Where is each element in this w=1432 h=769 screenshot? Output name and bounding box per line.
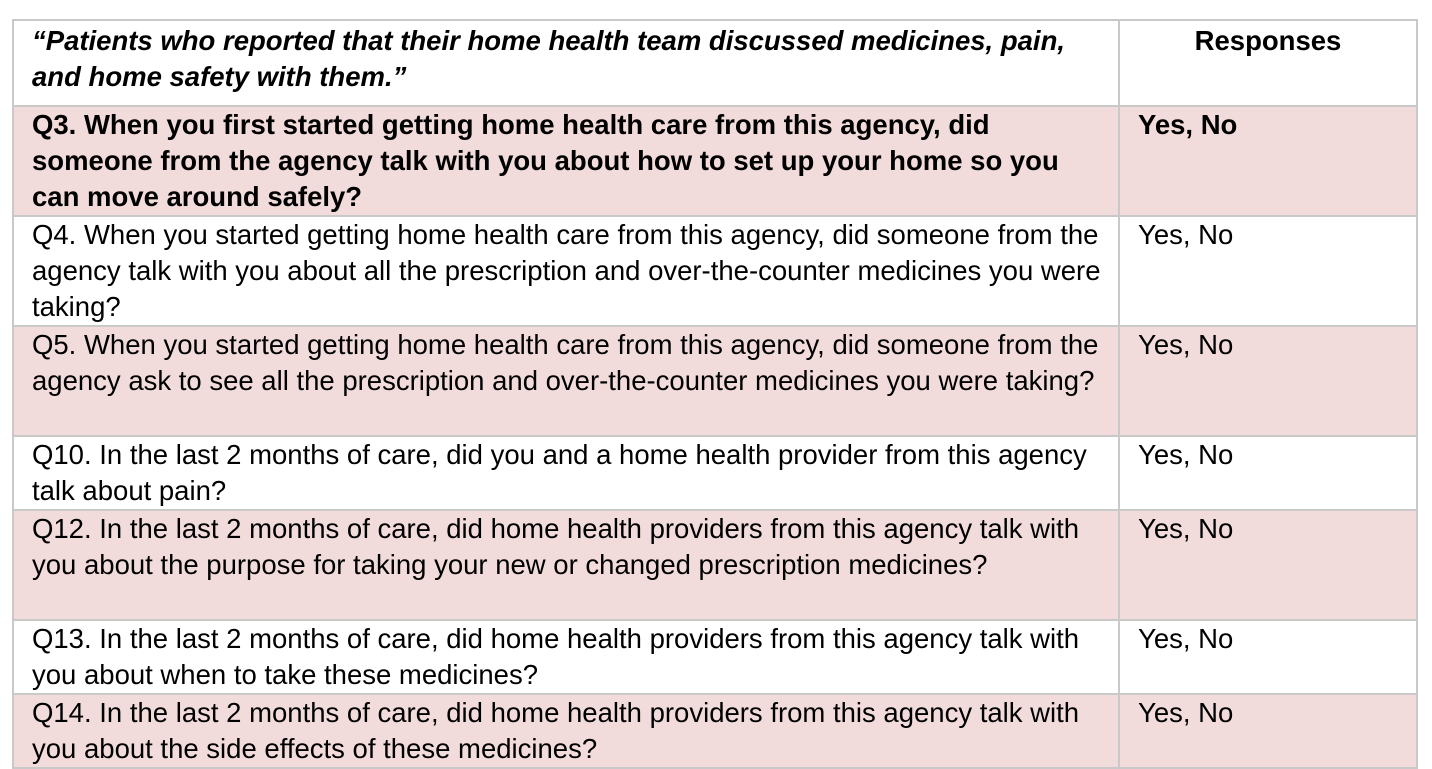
header-question-cell: “Patients who reported that their home health team discussed medicines, pain, and home safety with them.” <box>13 20 1119 106</box>
table-row <box>13 436 1417 510</box>
responses-cell: Yes, No <box>1119 216 1417 326</box>
table-row <box>13 510 1417 620</box>
table-row <box>13 326 1417 436</box>
table-row <box>13 106 1417 216</box>
header-responses-cell: Responses <box>1119 20 1417 106</box>
responses-cell: Yes, No <box>1119 694 1417 768</box>
question-cell: Q4. When you started getting home health care from this agency, did someone from the agency talk with you about all the prescription and over-the-counter medicines you were taking? <box>13 216 1119 326</box>
question-cell: Q13. In the last 2 months of care, did home health providers from this agency talk with you about when to take these medicines? <box>13 620 1119 694</box>
question-cell: Q12. In the last 2 months of care, did home health providers from this agency talk with you about the purpose for taking your new or changed prescription medicines? <box>13 510 1119 620</box>
responses-cell: Yes, No <box>1119 620 1417 694</box>
table-row <box>13 694 1417 768</box>
table-row <box>13 216 1417 326</box>
table-header-row <box>13 20 1417 106</box>
question-cell: Q5. When you started getting home health care from this agency, did someone from the agency ask to see all the prescription and over-the-counter medicines you were taking? <box>13 326 1119 436</box>
question-cell: Q14. In the last 2 months of care, did home health providers from this agency talk with you about the side effects of these medicines? <box>13 694 1119 768</box>
responses-cell: Yes, No <box>1119 436 1417 510</box>
question-cell: Q3. When you first started getting home health care from this agency, did someone from the agency talk with you about how to set up your home so you can move around safely? <box>13 106 1119 216</box>
responses-cell: Yes, No <box>1119 326 1417 436</box>
responses-cell: Yes, No <box>1119 106 1417 216</box>
survey-table <box>12 19 1418 769</box>
table-row <box>13 620 1417 694</box>
responses-cell: Yes, No <box>1119 510 1417 620</box>
question-cell: Q10. In the last 2 months of care, did you and a home health provider from this agency talk about pain? <box>13 436 1119 510</box>
